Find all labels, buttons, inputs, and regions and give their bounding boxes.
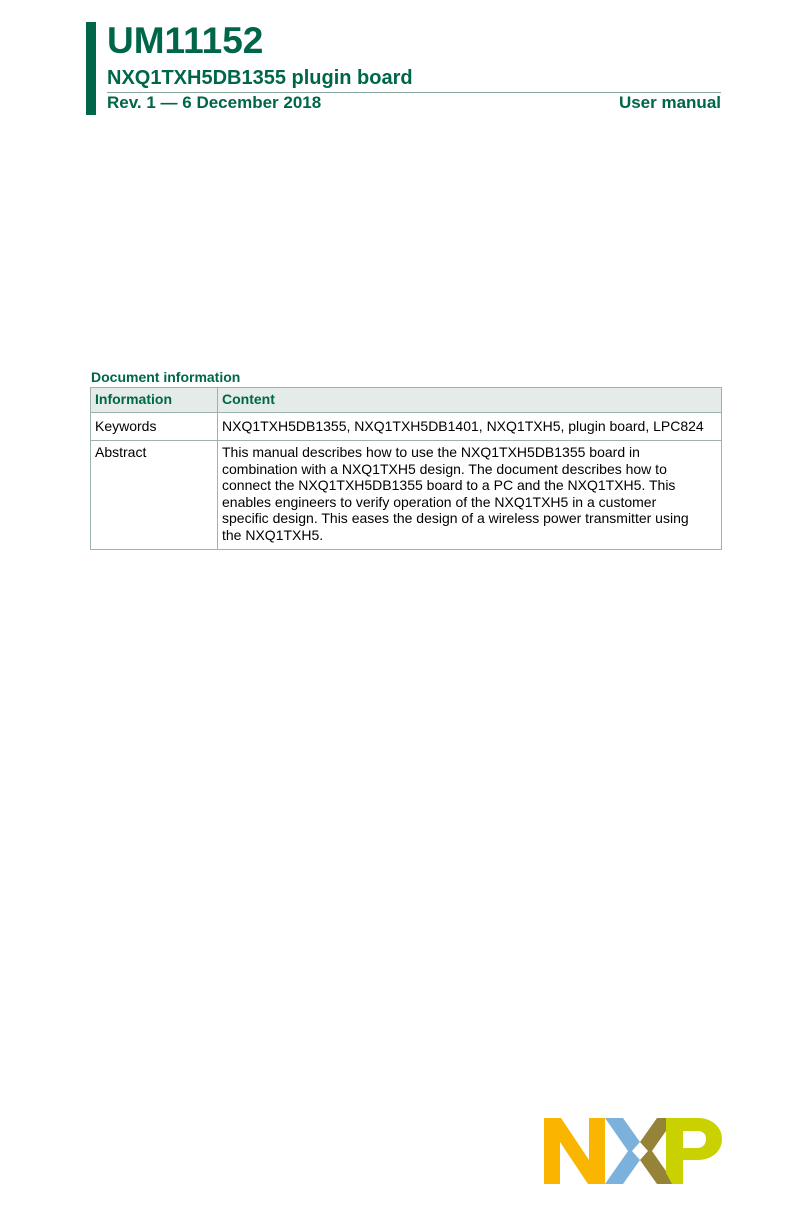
column-header-content: Content (218, 388, 722, 413)
abstract-line: connect the NXQ1TXH5DB1355 board to a PC and the NXQ1TXH5. This (222, 477, 676, 493)
abstract-line: enables engineers to verify operation of the NXQ1TXH5 in a customer (222, 493, 657, 510)
table-row-keywords (91, 412, 722, 441)
nxp-logo (544, 1118, 722, 1184)
header-accent-bar (86, 22, 96, 115)
abstract-line: This manual describes how to use the NXQ1TXH5DB1355 board in (222, 444, 640, 460)
column-header-information: Information (91, 388, 218, 413)
document-id: UM11152 (107, 20, 264, 61)
abstract-line: combination with a NXQ1TXH5 design. The document describes how to (222, 460, 667, 477)
logo-letter-x-left (605, 1118, 640, 1184)
document-type: User manual (618, 93, 721, 112)
logo-letter-p (666, 1118, 722, 1184)
keywords-content: NXQ1TXH5DB1355, NXQ1TXH5DB1401, NXQ1TXH5, plugin board, LPC824 (218, 412, 722, 441)
table-row-abstract (91, 441, 722, 550)
logo-letter-n (544, 1118, 605, 1184)
document-info-caption: Document information (91, 369, 241, 385)
abstract-label: Abstract (91, 441, 218, 550)
document-revision: Rev. 1 — 6 December 2018 (107, 93, 322, 112)
keywords-label: Keywords (91, 412, 218, 441)
document-subtitle: NXQ1TXH5DB1355 plugin board (107, 67, 413, 89)
abstract-line: the NXQ1TXH5. (222, 526, 324, 543)
abstract-line: specific design. This eases the design of a wireless power transmitter using (222, 510, 689, 526)
document-info-table (90, 387, 722, 550)
table-header-row (91, 388, 722, 413)
abstract-content (218, 441, 722, 550)
